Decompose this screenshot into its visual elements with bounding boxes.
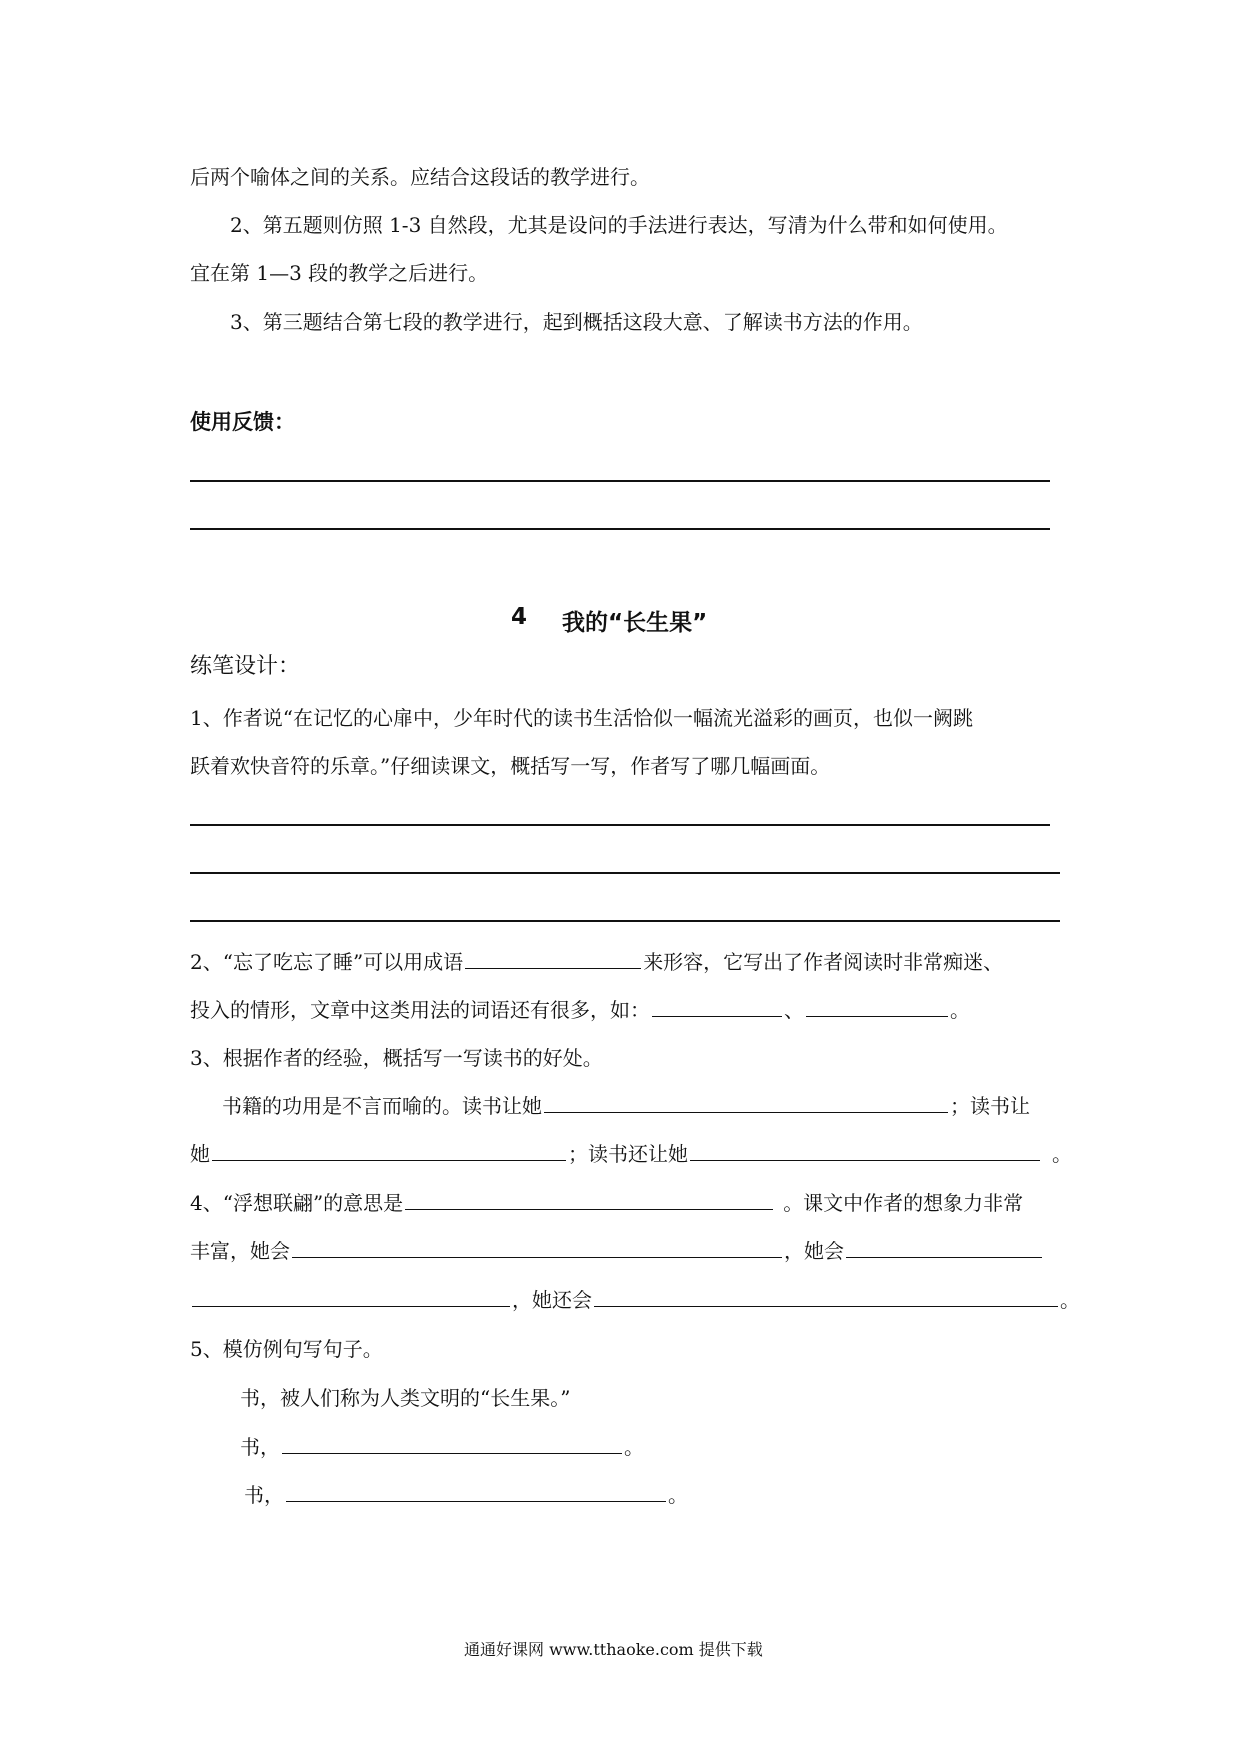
- page-footer: 通通好课网 www.tthaoke.com 提供下载: [464, 1640, 763, 1659]
- q4-text-a2: 。课文中作者的想象力非常: [783, 1191, 1024, 1215]
- q1-answer-line-3: [190, 920, 1060, 922]
- q3-blank-3[interactable]: [690, 1140, 1040, 1161]
- q2-blank-idiom[interactable]: [465, 948, 641, 969]
- q2-text-b1: 投入的情形，文章中这类用法的词语还有很多，如：: [190, 998, 650, 1022]
- section-heading: 练笔设计：: [190, 654, 301, 679]
- q5-line-1: 5、模仿例句写句子。: [190, 1337, 383, 1361]
- q3-text-b1: 书籍的功用是不言而喻的。读书让她: [222, 1094, 542, 1118]
- q3-text-c1: 她: [190, 1142, 210, 1166]
- q2-end: 。: [950, 998, 970, 1022]
- q4-blank-meaning[interactable]: [405, 1189, 773, 1210]
- q4-text-c1: ，她还会: [512, 1288, 592, 1312]
- q3-blank-2[interactable]: [212, 1140, 566, 1161]
- q4-text-a1: 4、“浮想联翩”的意思是: [190, 1191, 404, 1215]
- q4-text-c2: 。: [1060, 1288, 1080, 1312]
- lesson-number: 4: [511, 604, 528, 630]
- q1-answer-line-2: [190, 872, 1060, 874]
- q4-text-b2: ，她会: [784, 1239, 844, 1263]
- q3-line-1: 3、根据作者的经验，概括写一写读书的好处。: [190, 1046, 603, 1070]
- q3-line-2: [222, 1092, 1030, 1120]
- feedback-label: 使用反馈：: [190, 410, 295, 434]
- q5-end-2: 。: [668, 1483, 688, 1507]
- q5-example: 书，被人们称为人类文明的“长生果。”: [240, 1386, 571, 1410]
- q2-line-1: [190, 948, 1003, 976]
- q4-blank-3[interactable]: [192, 1286, 510, 1307]
- q5-blank-2[interactable]: [286, 1481, 666, 1502]
- q5-answer-1: [240, 1433, 644, 1461]
- q3-line-3: [190, 1140, 1072, 1168]
- intro-item-2b: 宜在第 1—3 段的教学之后进行。: [190, 261, 489, 285]
- q5-end-1: 。: [624, 1435, 644, 1459]
- q3-text-b2: ；读书让: [950, 1094, 1030, 1118]
- q2-blank-word-2[interactable]: [806, 996, 948, 1017]
- q2-blank-word-1[interactable]: [652, 996, 782, 1017]
- q5-blank-1[interactable]: [282, 1433, 622, 1454]
- lesson-title: 我的“长生果”: [562, 610, 708, 636]
- q5-answer-2: [244, 1481, 688, 1509]
- q5-prompt-1: 书，: [240, 1435, 280, 1459]
- q2-text-a1: 2、“忘了吃忘了睡”可以用成语: [190, 950, 464, 974]
- q1-answer-line-1: [190, 824, 1050, 826]
- q1-line-1: 1、作者说“在记忆的心扉中，少年时代的读书生活恰似一幅流光溢彩的画页，也似一阙跳: [190, 706, 973, 730]
- q5-prompt-2: 书，: [244, 1483, 284, 1507]
- q4-blank-2[interactable]: [846, 1237, 1042, 1258]
- q4-line-3: [190, 1286, 1080, 1314]
- q3-text-c3: 。: [1052, 1142, 1072, 1166]
- intro-line-1: 后两个喻体之间的关系。应结合这段话的教学进行。: [190, 165, 650, 189]
- q2-line-2: [190, 996, 970, 1024]
- q3-blank-1[interactable]: [544, 1092, 948, 1113]
- intro-item-2a: 2、第五题则仿照 1-3 自然段，尤其是设问的手法进行表达，写清为什么带和如何使用。: [230, 213, 1008, 237]
- intro-item-3: 3、第三题结合第七段的教学进行，起到概括这段大意、了解读书方法的作用。: [230, 310, 923, 334]
- q2-sep: 、: [784, 998, 804, 1022]
- feedback-answer-line-1: [190, 480, 1050, 482]
- q3-text-c2: ；读书还让她: [568, 1142, 688, 1166]
- q4-line-2: [190, 1237, 1044, 1265]
- q4-blank-4[interactable]: [594, 1286, 1058, 1307]
- feedback-answer-line-2: [190, 528, 1050, 530]
- q2-text-a2: 来形容，它写出了作者阅读时非常痴迷、: [643, 950, 1004, 974]
- q1-line-2: 跃着欢快音符的乐章。”仔细读课文，概括写一写，作者写了哪几幅画面。: [190, 754, 831, 778]
- q4-line-1: [190, 1189, 1023, 1217]
- q4-text-b1: 丰富，她会: [190, 1239, 290, 1263]
- q4-blank-1[interactable]: [292, 1237, 782, 1258]
